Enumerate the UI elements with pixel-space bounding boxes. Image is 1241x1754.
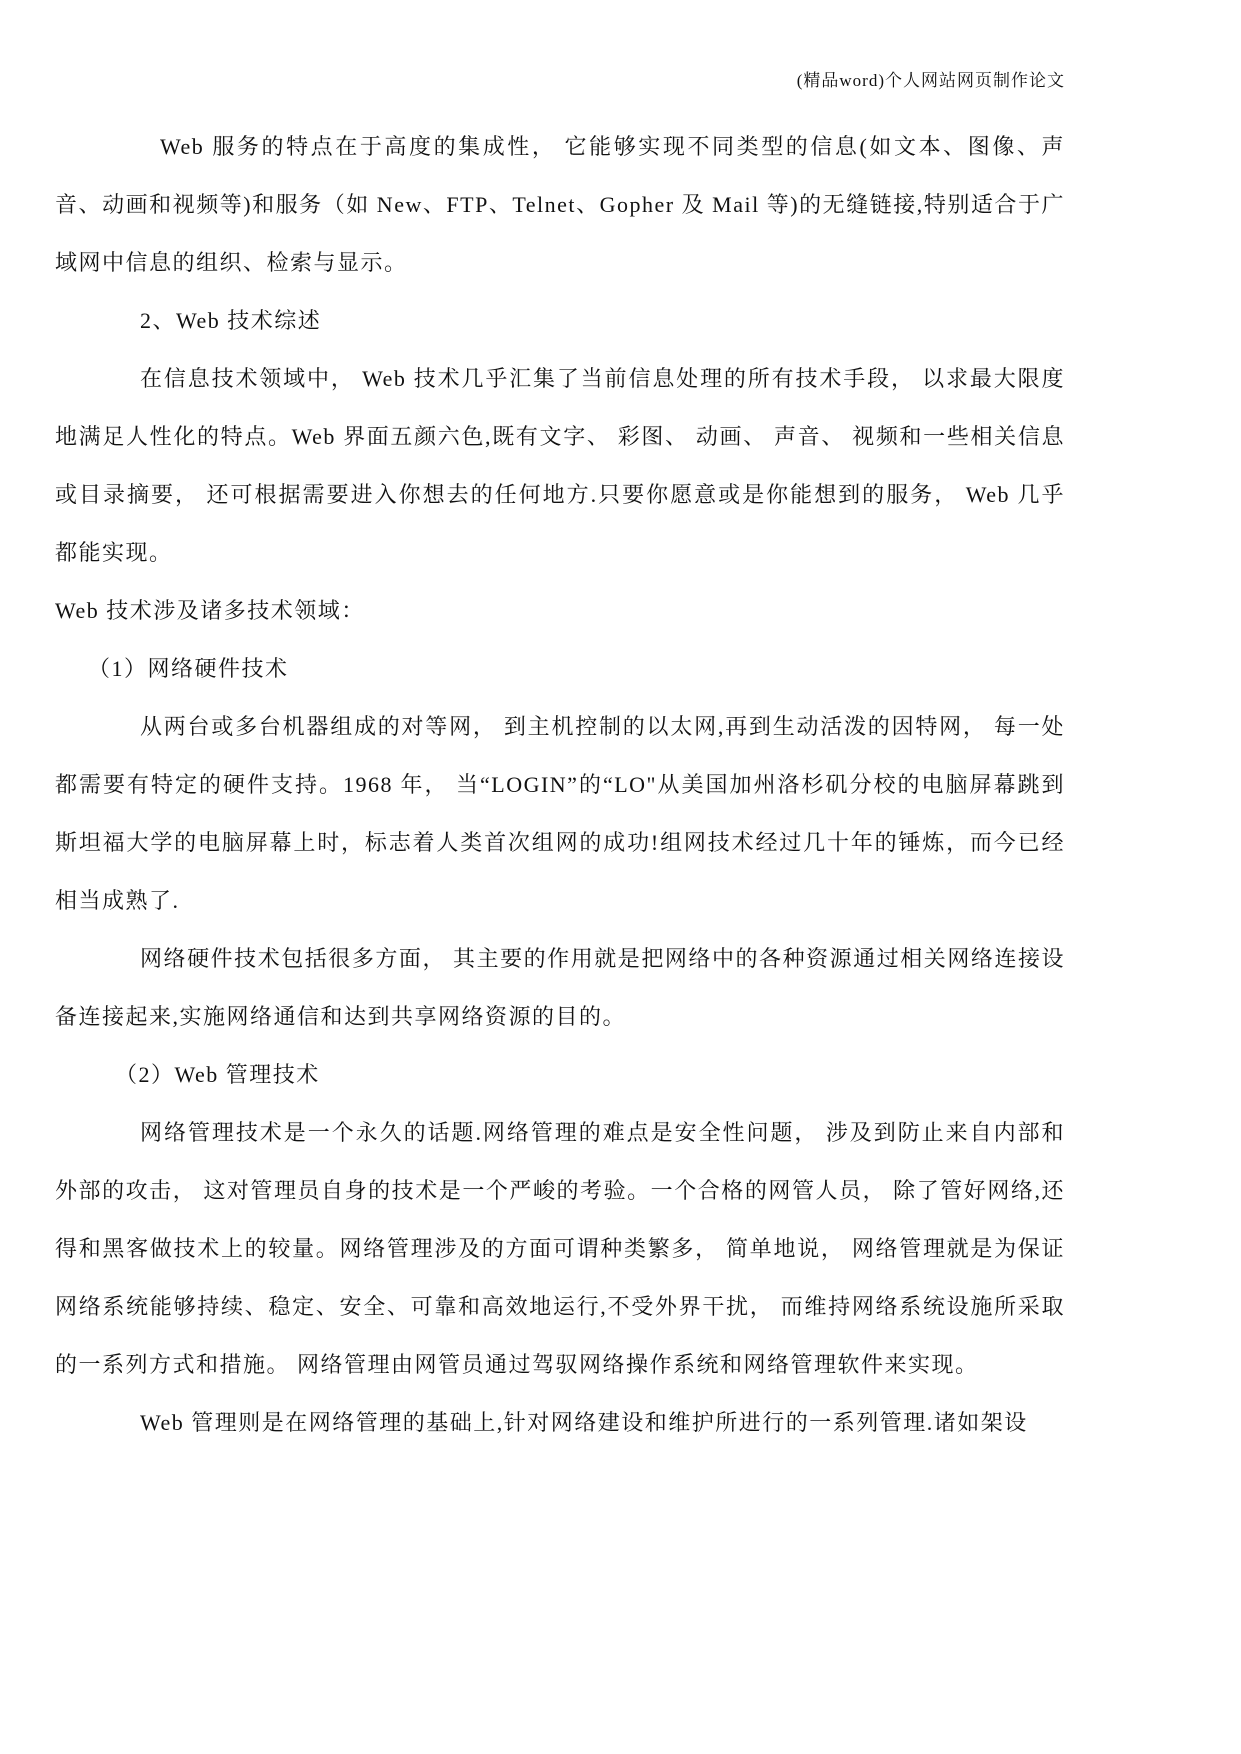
section-heading-web-management: （2）Web 管理技术	[115, 1062, 320, 1087]
paragraph-network-hardware-purpose: 网络硬件技术包括很多方面， 其主要的作用就是把网络中的各种资源通过相关网络连接设备连接起来,实施网络通信和达到共享网络资源的目的。	[55, 946, 1065, 1029]
paragraph-web-service-features: Web 服务的特点在于高度的集成性， 它能够实现不同类型的信息(如文本、图像、声音、动画和视频等)和服务（如 New、FTP、Telnet、Gopher 及 Mail 等)的无缝链接,特别适合于广域网中信息的组织、检索与显示。	[55, 134, 1065, 275]
paragraph-web-tech-fields-lead: Web 技术涉及诸多技术领域：	[55, 598, 365, 623]
section-heading-web-tech-overview: 2、Web 技术综述	[140, 308, 322, 333]
paragraph-network-hardware-history: 从两台或多台机器组成的对等网， 到主机控制的以太网,再到生动活泼的因特网， 每一处都需要有特定的硬件支持。1968 年， 当“LOGIN”的“LO"从美国加州洛杉矶分校的电脑屏幕跳到斯坦福大学的电脑屏幕上时，标志着人类首次组网的成功!组网技术经过几十年的锤炼，而今已经相当成熟了.	[55, 714, 1065, 913]
section-heading-network-hardware: （1）网络硬件技术	[88, 656, 289, 681]
page-header: (精品word)个人网站网页制作论文	[796, 71, 1065, 90]
document-body	[55, 118, 1065, 1452]
paragraph-web-tech-intro: 在信息技术领域中， Web 技术几乎汇集了当前信息处理的所有技术手段， 以求最大限度地满足人性化的特点。Web 界面五颜六色,既有文字、 彩图、 动画、 声音、 视频和一些相关信息或目录摘要， 还可根据需要进入你想去的任何地方.只要你愿意或是你能想到的服务， Web 几乎都能实现。	[55, 366, 1065, 565]
paragraph-network-management: 网络管理技术是一个永久的话题.网络管理的难点是安全性问题， 涉及到防止来自内部和外部的攻击， 这对管理员自身的技术是一个严峻的考验。一个合格的网管人员， 除了管好网络,还得和黑客做技术上的较量。网络管理涉及的方面可谓种类繁多， 简单地说， 网络管理就是为保证网络系统能够持续、稳定、安全、可靠和高效地运行,不受外界干扰， 而维持网络系统设施所采取的一系列方式和措施。 网络管理由网管员通过驾驭网络操作系统和网络管理软件来实现。	[55, 1120, 1065, 1377]
paragraph-web-management-basis: Web 管理则是在网络管理的基础上,针对网络建设和维护所进行的一系列管理.诸如架设	[140, 1410, 1028, 1435]
